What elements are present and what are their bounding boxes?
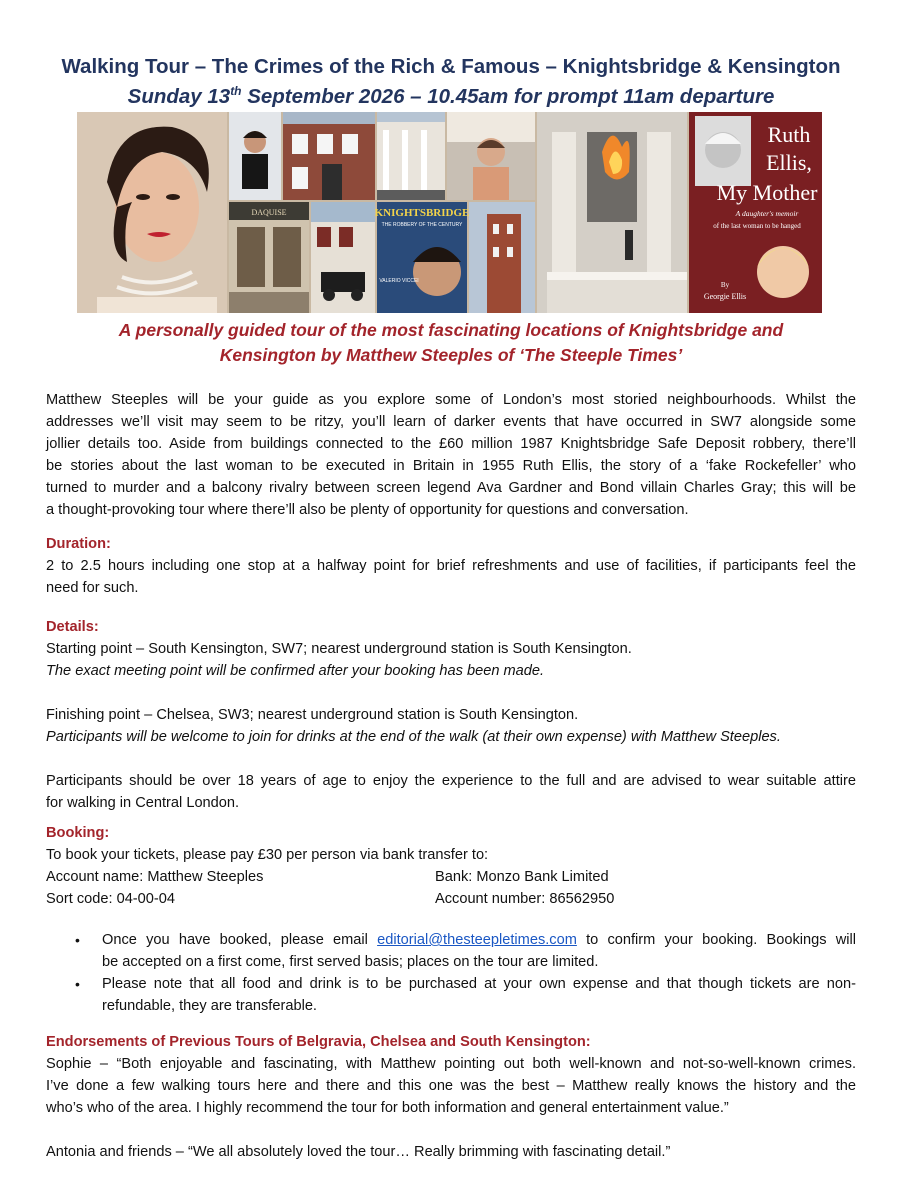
book1-subtitle: THE ROBBERY OF THE CENTURY [381,222,463,228]
cafe-photo [229,202,309,313]
book2-title-3: My Mother [716,180,818,205]
brick-tower-photo [469,202,535,313]
booking-notes-list [70,929,856,1017]
book2-title-1: Ruth [767,122,811,147]
intro-line: Matthew Steeples will be your guide as you explore some of London’s most storied neighbourhoods. Whilst the [46,392,856,408]
age-requirement-line-1: Participants should be over 18 years of age to enjoy the experience to the full and are advised to wear suitable attire [46,773,856,789]
subtitle-line-2: Kensington by Matthew Steeples of ‘The Steeple Times’ [219,345,683,365]
bullet1-text-pre: Once you have booked, please email [102,932,378,948]
book2-tagline-2: of the last woman to be hanged [713,222,801,230]
bullet2-text-line-2: refundable, they are transferable. [102,998,317,1014]
street-photo [311,202,375,313]
antonia-quote: Antonia and friends – “We all absolutely loved the tour… Really brimming with fascinating detail.” [46,1144,671,1160]
shop-sign: DAQUISE [251,208,287,217]
book1-title: KNIGHTSBRIDGE [374,207,470,219]
book1-author: VALERIO VICCEI [379,278,419,284]
bullet-glyph: • [75,932,80,948]
duration-section [46,533,856,599]
intro-line: addresses we’ll visit may seem to be ritzy, you’ll learn of darker events that have occurred in SW7 alongside some [46,414,856,430]
booking-intro: To book your tickets, please pay £30 per person via bank transfer to: [46,847,489,863]
sort-code: Sort code: 04-00-04 [46,891,175,907]
sophie-quote-line-1: Sophie – “Both enjoyable and fascinating, with Matthew pointing out both well-known and not-so-well-known crimes. [46,1056,856,1072]
bullet-glyph: • [75,976,80,992]
intro-paragraph [46,389,856,521]
intro-line: a thought-provoking tour where there’ll also be plenty of opportunity for questions and conversation. [46,502,689,518]
actress-portrait [77,112,227,313]
list-item [70,929,856,973]
duration-text-line-2: need for such. [46,580,139,596]
book2-author: Georgie Ellis [703,292,747,301]
starting-point-note: The exact meeting point will be confirmed after your booking has been made. [46,663,545,679]
ruth-ellis-book-cover [689,112,822,313]
sophie-quote-line-2: I’ve done a few walking tours here and there and this one was the best – Matthew really knows the history and the [46,1078,856,1094]
intro-line: turned to murder and a balcony rivalry between screen legend Ava Gardner and Bond villain Charles Gray; this will be [46,480,856,496]
finishing-point: Finishing point – Chelsea, SW3; nearest underground station is South Kensington. [46,707,579,723]
email-link[interactable]: editorial@thesteepletimes.com [377,932,577,948]
intro-line: jollier details too. Aside from buildings connected to the £60 million 1987 Knightsbridge Safe Deposit robbery, there’ll [46,436,856,452]
finishing-point-note: Participants will be welcome to join for drinks at the end of the walk (at their own expense) with Matthew Steeples. [46,729,781,745]
list-item [70,973,856,1017]
bank-name: Bank: Monzo Bank Limited [435,869,609,885]
subtitle-line-1: A personally guided tour of the most fascinating locations of Knightsbridge and [118,320,784,340]
bullet1-text-post: to confirm your booking. Bookings will [576,932,856,948]
details-heading: Details: [46,619,99,635]
details-section [46,616,856,814]
bullet1-text-line-2: be accepted on a first come, first served basis; places on the tour are limited. [102,954,599,970]
embassy-fire-photo [537,112,687,313]
brick-house-photo [283,112,375,200]
book2-title-2: Ellis, [766,150,812,175]
man-portrait [447,112,535,200]
book2-tagline-1: A daughter's memoir [735,209,799,218]
date-prefix: Sunday 13 [127,84,231,108]
endorsements-section [46,1031,856,1163]
account-name: Account name: Matthew Steeples [46,869,264,885]
duration-heading: Duration: [46,536,111,552]
date-suffix: September 2026 – 10.45am for prompt 11am departure [241,84,775,108]
account-number: Account number: 86562950 [435,891,615,907]
woman-photo [229,112,281,200]
endorsements-heading: Endorsements of Previous Tours of Belgravia, Chelsea and South Kensington: [46,1034,591,1050]
photo-collage [77,112,822,313]
intro-line: be stories about the last woman to be executed in Britain in 1955 Ruth Ellis, the story of a ‘fake Rockefeller’ who [46,458,856,474]
booking-section [46,822,856,910]
duration-text-line-1: 2 to 2.5 hours including one stop at a halfway point for brief refreshments and use of facilities, if participants feel the [46,558,856,574]
sophie-quote-line-3: who’s who of the area. I highly recommend the tour for both information and general entertainment value.” [46,1100,729,1116]
bullet2-text-line-1: Please note that all food and drink is to be purchased at your own expense and that though tickets are non- [102,976,856,992]
tour-date [0,84,902,109]
date-ordinal: th [230,84,242,98]
knightsbridge-book-cover [375,202,470,313]
booking-heading: Booking: [46,825,110,841]
book2-by: By [720,281,730,289]
white-terrace-photo [377,112,445,200]
collage-illustration [77,112,822,313]
age-requirement-line-2: for walking in Central London. [46,795,240,811]
page-title: Walking Tour – The Crimes of the Rich & Famous – Knightsbridge & Kensington [61,55,841,78]
starting-point: Starting point – South Kensington, SW7; nearest underground station is South Kensington. [46,641,632,657]
